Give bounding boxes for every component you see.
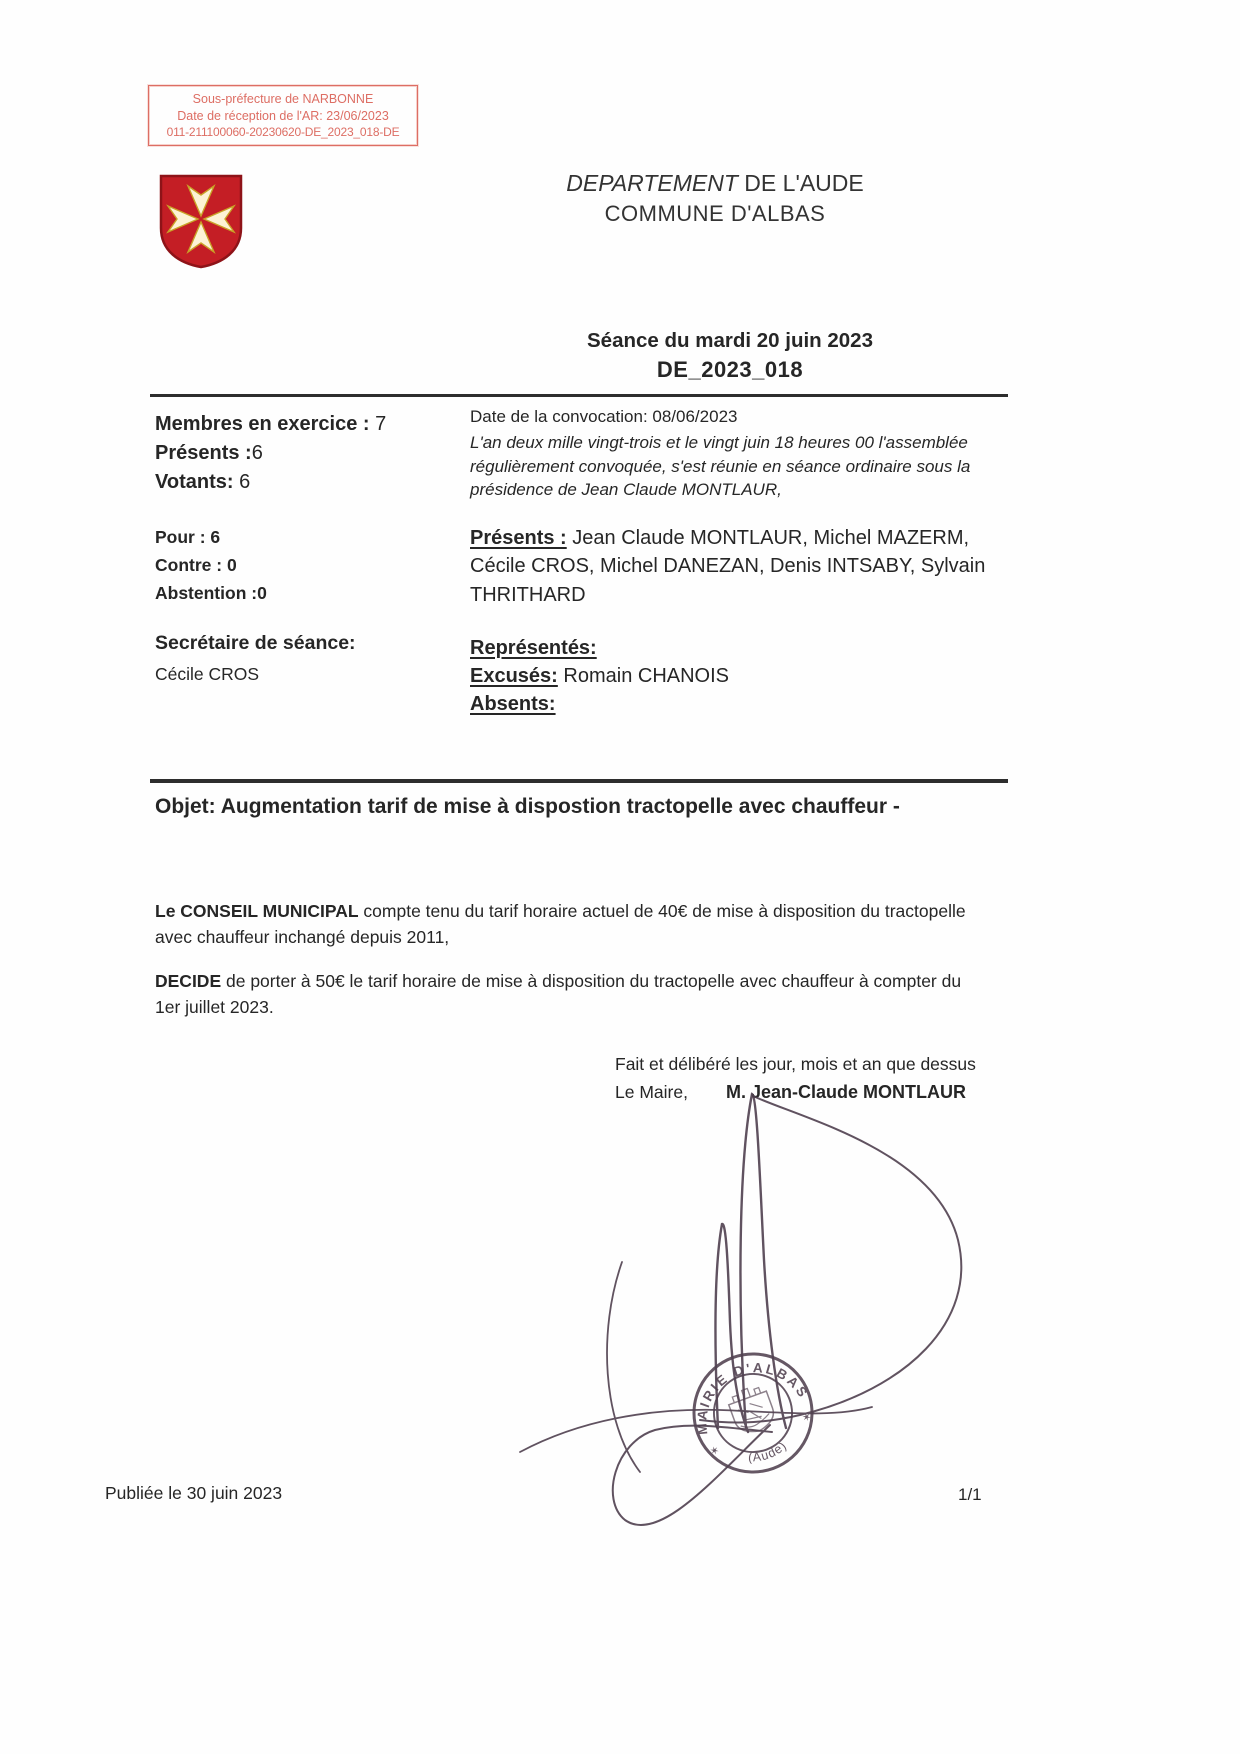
reception-stamp-line3: 011-211100060-20230620-DE_2023_018-DE	[166, 125, 400, 139]
reception-stamp-line1: Sous-préfecture de NARBONNE	[192, 92, 374, 106]
maltese-cross-shield-icon	[155, 172, 247, 270]
seal-star-left: ✶	[708, 1444, 722, 1459]
reception-stamp	[148, 85, 418, 146]
presents-names: Jean Claude MONTLAUR, Michel MAZERM, Cécile CROS, Michel DANEZAN, Denis INTSABY, Sylvain THRITHARD	[470, 526, 986, 606]
deliberation-paragraph-2	[155, 968, 977, 1020]
svg-text:MAIRIE D'ALBAS	[677, 1343, 813, 1439]
excuses-label: Excusés:	[470, 665, 558, 687]
membres-line	[155, 410, 465, 439]
deliberation-reference: DE_2023_018	[656, 357, 804, 382]
excuses-names: Romain CHANOIS	[557, 665, 729, 687]
excuses-line	[470, 662, 1012, 690]
maire-label: Le Maire,	[615, 1082, 688, 1102]
membres-value: 7	[369, 413, 387, 435]
membres-label: Membres en exercice :	[155, 413, 370, 435]
department-rest: DE L'AUDE	[737, 170, 864, 196]
absents-line	[470, 690, 1012, 718]
seal-crest-icon	[726, 1383, 779, 1438]
seal-bottom-text: (Aude)	[747, 1438, 790, 1465]
session-details-column	[470, 405, 1012, 718]
members-block	[155, 410, 465, 497]
decide-lead: DECIDE	[155, 971, 222, 991]
votants-line	[155, 468, 465, 497]
svg-text:(Aude)	[743, 1437, 791, 1469]
secretaire-label: Secrétaire de séance:	[155, 632, 356, 654]
divider-objet	[150, 779, 1008, 783]
commune-crest-icon	[155, 172, 247, 270]
commune-title: COMMUNE D'ALBAS	[604, 201, 826, 226]
convocation-date: Date de la convocation: 08/06/2023	[470, 407, 738, 426]
contre-line: Contre : 0	[155, 555, 237, 575]
votants-label: Votants:	[155, 471, 234, 493]
presents-list-label: Présents :	[470, 526, 567, 549]
page-number: 1/1	[958, 1485, 982, 1504]
representes-line	[470, 634, 1012, 662]
representes-label: Représentés:	[470, 637, 597, 659]
presents-line	[155, 439, 465, 468]
seal-top-text: MAIRIE D'ALBAS	[694, 1360, 812, 1436]
maire-name: M. Jean-Claude MONTLAUR	[725, 1082, 966, 1102]
presents-value: 6	[251, 442, 263, 464]
absents-label: Absents:	[470, 693, 556, 715]
objet-title: Objet: Augmentation tarif de mise à dispostion tractopelle avec chauffeur -	[155, 795, 900, 818]
presents-label: Présents :	[155, 442, 252, 464]
closing-line2	[615, 1078, 1045, 1106]
department-word: DEPARTEMENT	[566, 170, 738, 196]
pour-line: Pour : 6	[155, 527, 221, 547]
signature	[520, 1094, 961, 1525]
closing-line1: Fait et délibéré les jour, mois et an que dessus	[615, 1054, 976, 1074]
vote-summary-column	[155, 410, 465, 685]
reception-stamp-line2: Date de réception de l'AR: 23/06/2023	[177, 108, 389, 123]
mairie-seal	[675, 1336, 831, 1489]
secretaire-name: Cécile CROS	[155, 664, 260, 684]
vote-count-block	[155, 523, 465, 607]
decide-text: de porter à 50€ le tarif horaire de mise à disposition du tractopelle avec chauffeur à compter du 1er juillet 2023.	[155, 971, 962, 1017]
seal-star-right: ✶	[800, 1410, 814, 1426]
presents-paragraph	[470, 524, 1012, 610]
closing-block	[615, 1050, 1045, 1106]
seance-title: Séance du mardi 20 juin 2023	[587, 329, 873, 352]
department-title	[420, 170, 1010, 197]
publication-date: Publiée le 30 juin 2023	[105, 1483, 283, 1503]
divider-top	[150, 394, 1008, 397]
session-preamble: L'an deux mille vingt-trois et le vingt juin 18 heures 00 l'assemblée régulièrement convoquée, s'est réunie en séance ordinaire sous la présidence de Jean Claude MONTLAUR,	[470, 433, 971, 499]
votants-value: 6	[233, 471, 251, 493]
abstention-line: Abstention :0	[155, 583, 267, 603]
conseil-lead: Le CONSEIL MUNICIPAL	[155, 901, 359, 921]
deliberation-paragraph-1	[155, 898, 977, 950]
conseil-text: compte tenu du tarif horaire actuel de 40€ de mise à disposition du tractopelle avec chauffeur inchangé depuis 2011,	[155, 901, 966, 947]
